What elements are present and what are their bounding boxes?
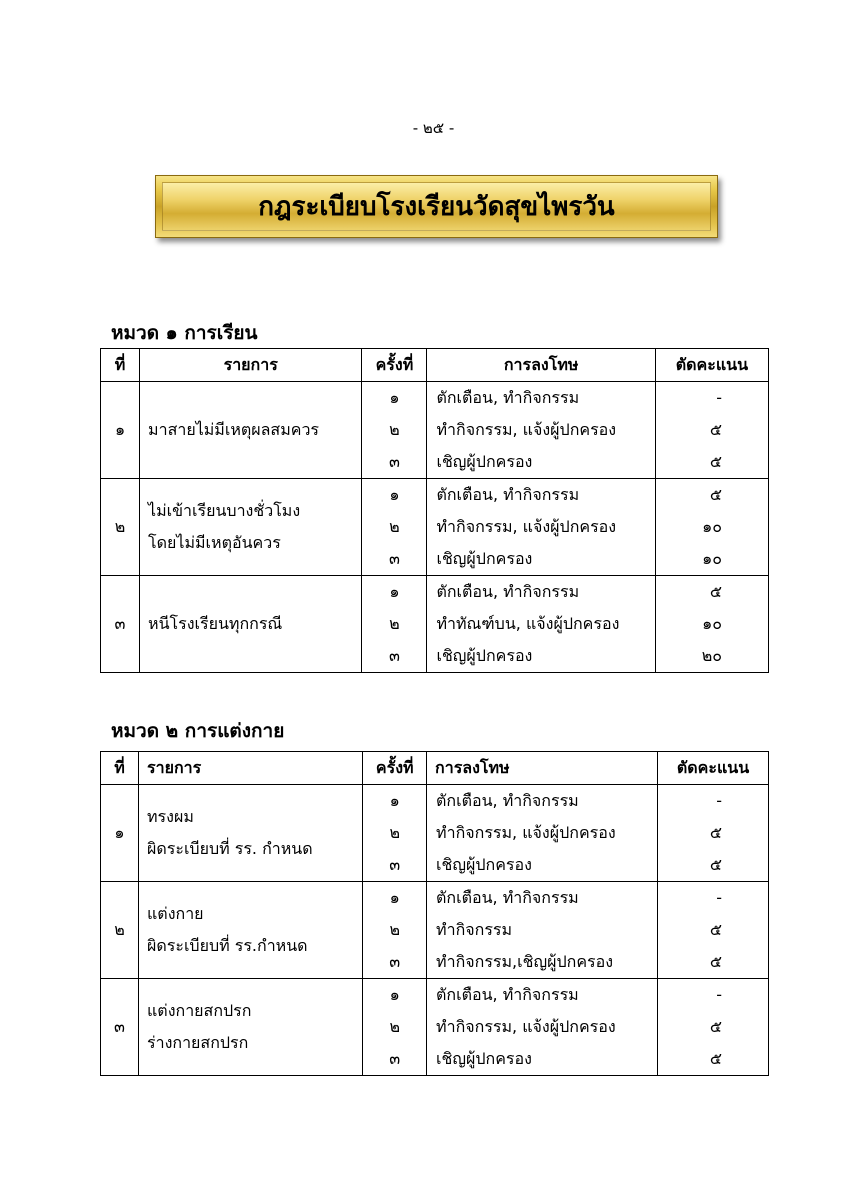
penalty-text: ตักเตือน, ทำกิจกรรม	[436, 388, 580, 407]
row-number: ๓	[101, 979, 139, 1076]
penalty-text-cell	[427, 882, 658, 979]
offense-count: ๑	[389, 791, 400, 810]
rule-item-line: ร่างกายสกปรก	[146, 1033, 249, 1052]
score-deduction: ๕	[709, 452, 722, 471]
rule-item	[138, 979, 362, 1076]
offense-count: ๑	[389, 388, 400, 407]
rule-item-line: หนีโรงเรียนทุกกรณี	[148, 614, 283, 633]
offense-count: ๒	[389, 517, 400, 536]
score-deduction: ๕	[709, 485, 722, 504]
offense-count: ๒	[389, 614, 400, 633]
row-number: ๓	[101, 576, 140, 673]
offense-count: ๒	[389, 920, 400, 939]
table-body	[101, 785, 769, 1076]
rule-item	[138, 882, 362, 979]
offense-count: ๑	[389, 485, 400, 504]
score-deduction: ๕	[709, 582, 722, 601]
penalty-text: ทำกิจกรรม, แจ้งผู้ปกครอง	[436, 1017, 616, 1036]
offense-count-cell	[362, 576, 427, 673]
score-deduction: ๕	[709, 855, 722, 874]
offense-count-cell	[363, 785, 427, 882]
rule-item-line: แต่งกายสกปรก	[146, 1001, 252, 1020]
score-deduction: ๕	[709, 823, 722, 842]
offense-count: ๓	[388, 646, 400, 665]
title-banner	[155, 175, 718, 238]
page-title: กฎระเบียบโรงเรียนวัดสุขไพรวัน	[258, 192, 615, 222]
header-no: ที่	[101, 349, 140, 382]
penalty-text: ทำทัณฑ์บน, แจ้งผู้ปกครอง	[436, 614, 620, 633]
section-title-2: หมวด ๒ การแต่งกาย	[111, 720, 285, 742]
penalty-text-cell	[427, 382, 655, 479]
penalty-text: ทำกิจกรรม,เชิญผู้ปกครอง	[436, 952, 614, 971]
rules-table-dress	[100, 751, 769, 1076]
offense-count-cell	[362, 479, 427, 576]
score-deduction: ๒๐	[701, 646, 722, 665]
table-row	[101, 785, 769, 882]
offense-count: ๒	[389, 1017, 400, 1036]
header-item: รายการ	[140, 349, 362, 382]
header-no: ที่	[101, 752, 139, 785]
row-number: ๒	[101, 479, 140, 576]
offense-count: ๑	[389, 888, 400, 907]
rule-item-line: แต่งกาย	[146, 904, 204, 923]
penalty-text: ตักเตือน, ทำกิจกรรม	[436, 791, 579, 810]
offense-count-cell	[363, 979, 427, 1076]
offense-count: ๒	[389, 823, 400, 842]
score-deduction-cell	[657, 882, 768, 979]
penalty-text: เชิญผู้ปกครอง	[436, 549, 533, 568]
header-penalty: การลงโทษ	[427, 349, 655, 382]
penalty-text: ทำกิจกรรม, แจ้งผู้ปกครอง	[436, 517, 617, 536]
score-deduction: ๕	[709, 1017, 722, 1036]
score-deduction: ๕	[709, 420, 722, 439]
score-deduction: -	[716, 388, 722, 407]
table-row	[101, 479, 769, 576]
table-row	[101, 382, 769, 479]
header-time: ครั้งที่	[362, 349, 427, 382]
table-row	[101, 979, 769, 1076]
offense-count: ๓	[388, 549, 400, 568]
score-deduction: ๕	[709, 1049, 722, 1068]
table-row	[101, 576, 769, 673]
rule-item	[138, 785, 362, 882]
offense-count: ๓	[389, 952, 401, 971]
page-number: - ๒๕ -	[412, 119, 455, 137]
score-deduction-cell	[657, 979, 768, 1076]
penalty-text: ทำกิจกรรม, แจ้งผู้ปกครอง	[436, 823, 616, 842]
penalty-text: เชิญผู้ปกครอง	[436, 1049, 532, 1068]
rule-item-line: ผิดระเบียบที่ รร.กำหนด	[146, 936, 308, 955]
offense-count: ๒	[389, 420, 400, 439]
rule-item-line: ทรงผม	[146, 807, 194, 826]
penalty-text: ทำกิจกรรม	[436, 920, 513, 939]
penalty-text-cell	[427, 479, 655, 576]
score-deduction: ๑๐	[702, 549, 722, 568]
rule-item-line: ผิดระเบียบที่ รร. กำหนด	[146, 839, 313, 858]
table-row	[101, 882, 769, 979]
rule-item	[140, 382, 362, 479]
penalty-text-cell	[427, 979, 658, 1076]
header-time: ครั้งที่	[363, 752, 427, 785]
penalty-text: ตักเตือน, ทำกิจกรรม	[436, 985, 579, 1004]
offense-count: ๑	[389, 985, 400, 1004]
row-number: ๒	[101, 882, 139, 979]
score-deduction-cell	[655, 382, 768, 479]
header-score: ตัดคะแนน	[657, 752, 768, 785]
score-deduction: ๕	[709, 952, 722, 971]
score-deduction-cell	[657, 785, 768, 882]
header-item: รายการ	[138, 752, 362, 785]
offense-count: ๓	[389, 1049, 401, 1068]
score-deduction: -	[716, 985, 722, 1004]
penalty-text: เชิญผู้ปกครอง	[436, 855, 532, 874]
score-deduction: ๑๐	[702, 614, 722, 633]
rule-item-line: โดยไม่มีเหตุอันควร	[148, 533, 281, 552]
rule-item	[140, 479, 362, 576]
offense-count-cell	[362, 382, 427, 479]
score-deduction: -	[716, 888, 722, 907]
penalty-text: เชิญผู้ปกครอง	[436, 452, 533, 471]
penalty-text: เชิญผู้ปกครอง	[436, 646, 533, 665]
offense-count-cell	[363, 882, 427, 979]
score-deduction: ๑๐	[702, 517, 722, 536]
section-title-1: หมวด ๑ การเรียน	[111, 322, 258, 344]
table-header-row	[101, 349, 769, 382]
score-deduction: ๕	[709, 920, 722, 939]
penalty-text: ตักเตือน, ทำกิจกรรม	[436, 582, 580, 601]
rules-table-learning	[100, 348, 769, 673]
offense-count: ๓	[389, 855, 401, 874]
rule-item	[140, 576, 362, 673]
offense-count: ๓	[388, 452, 400, 471]
row-number: ๑	[101, 382, 140, 479]
score-deduction: -	[716, 791, 722, 810]
table-header-row	[101, 752, 769, 785]
header-score: ตัดคะแนน	[655, 349, 768, 382]
header-penalty: การลงโทษ	[427, 752, 658, 785]
rule-item-line: ไม่เข้าเรียนบางชั่วโมง	[148, 501, 301, 520]
penalty-text: ตักเตือน, ทำกิจกรรม	[436, 485, 580, 504]
offense-count: ๑	[389, 582, 400, 601]
row-number: ๑	[101, 785, 139, 882]
score-deduction-cell	[655, 479, 768, 576]
rule-item-line: มาสายไม่มีเหตุผลสมควร	[148, 420, 320, 439]
penalty-text-cell	[427, 785, 658, 882]
score-deduction-cell	[655, 576, 768, 673]
penalty-text-cell	[427, 576, 655, 673]
penalty-text: ทำกิจกรรม, แจ้งผู้ปกครอง	[436, 420, 617, 439]
table-body	[101, 382, 769, 673]
penalty-text: ตักเตือน, ทำกิจกรรม	[436, 888, 579, 907]
